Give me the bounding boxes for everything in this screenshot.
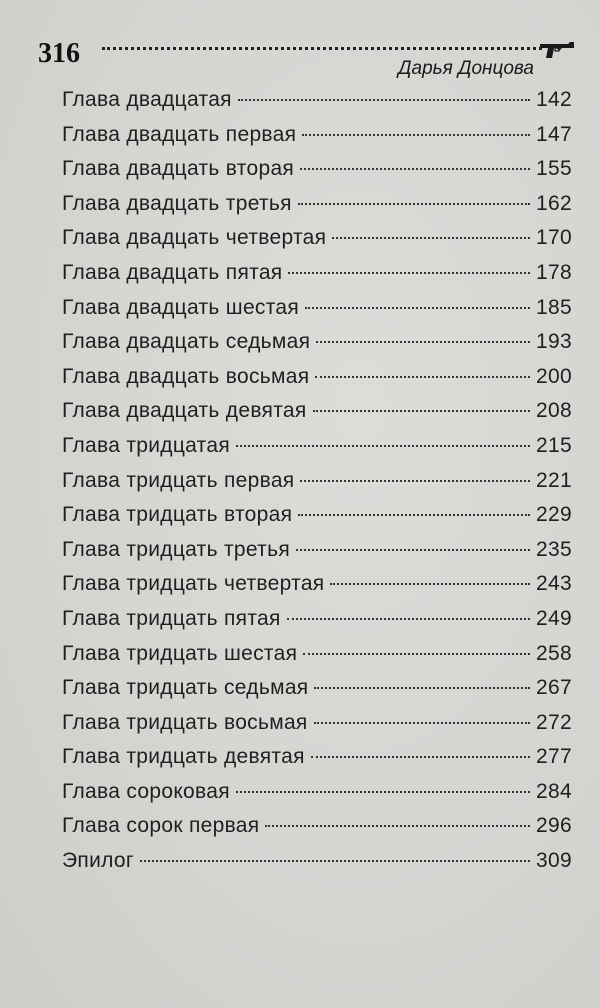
toc-entry [62, 88, 572, 123]
toc-entry [62, 849, 572, 884]
toc-entry-title: Глава тридцать восьмая [62, 710, 308, 734]
toc-entry-page-number: 229 [536, 503, 572, 527]
toc-entry [62, 434, 572, 469]
toc-entry-page-number: 272 [536, 710, 572, 734]
toc-entry-title: Глава двадцать восьмая [62, 364, 310, 388]
toc-dot-leader [298, 203, 530, 205]
toc-entry-title: Глава тридцать пятая [62, 606, 281, 630]
toc-entry-title: Глава двадцать шестая [62, 295, 300, 319]
toc-entry-page-number: 215 [536, 433, 572, 457]
toc-entry-page-number: 200 [536, 364, 572, 388]
toc-entry-title: Глава двадцатая [62, 88, 232, 111]
toc-entry-title: Глава двадцать вторая [62, 157, 295, 181]
toc-dot-leader [330, 583, 530, 585]
toc-dot-leader [265, 825, 530, 827]
toc-dot-leader [305, 307, 530, 309]
toc-entry-page-number: 185 [536, 295, 572, 319]
toc-dot-leader [238, 99, 530, 101]
toc-entry-title: Глава двадцать третья [62, 191, 292, 215]
toc-entry-page-number: 147 [536, 122, 572, 146]
toc-entry-title: Глава двадцать седьмая [62, 330, 311, 354]
toc-entry-title: Глава тридцать девятая [62, 745, 305, 769]
toc-entry [62, 711, 572, 746]
toc-dot-leader [288, 272, 530, 274]
header-dotted-rule [102, 47, 542, 54]
toc-entry-title: Глава двадцать девятая [62, 399, 307, 423]
toc-entry-page-number: 178 [536, 260, 572, 284]
toc-entry [62, 745, 572, 780]
toc-entry [62, 123, 572, 158]
toc-dot-leader [314, 722, 530, 724]
toc-entry [62, 503, 572, 538]
toc-entry [62, 261, 572, 296]
toc-dot-leader [140, 860, 530, 862]
toc-dot-leader [296, 549, 530, 551]
toc-entry-page-number: 208 [536, 399, 572, 423]
toc-entry [62, 814, 572, 849]
toc-entry-page-number: 258 [536, 641, 572, 665]
toc-dot-leader [236, 445, 530, 447]
toc-entry-title: Глава тридцать третья [62, 537, 290, 561]
toc-entry-page-number: 267 [536, 676, 572, 700]
toc-entry [62, 192, 572, 227]
toc-dot-leader [302, 134, 530, 136]
toc-dot-leader [236, 791, 530, 793]
toc-entry-title: Глава двадцать пятая [62, 260, 283, 284]
toc-dot-leader [314, 687, 530, 689]
toc-dot-leader [313, 410, 530, 412]
toc-entry-page-number: 155 [536, 157, 572, 181]
toc-entry-page-number: 249 [536, 606, 572, 630]
toc-entry-title: Глава тридцатая [62, 433, 231, 457]
toc-dot-leader [315, 376, 530, 378]
toc-entry-page-number: 142 [536, 88, 572, 111]
toc-entry [62, 330, 572, 365]
toc-entry-page-number: 193 [536, 330, 572, 354]
toc-entry [62, 399, 572, 434]
toc-entry-title: Глава тридцать шестая [62, 641, 298, 665]
toc-dot-leader [303, 653, 530, 655]
toc-entry [62, 226, 572, 261]
page-number: 316 [38, 38, 80, 69]
toc-entry-page-number: 170 [536, 226, 572, 250]
toc-dot-leader [316, 341, 530, 343]
page-header [38, 38, 578, 78]
toc-entry-page-number: 277 [536, 745, 572, 769]
toc-entry [62, 157, 572, 192]
toc-entry [62, 469, 572, 504]
toc-entry-title: Глава двадцать первая [62, 122, 297, 146]
toc-entry-title: Глава тридцать вторая [62, 503, 293, 527]
toc-dot-leader [332, 237, 530, 239]
toc-entry-page-number: 235 [536, 537, 572, 561]
toc-entry [62, 572, 572, 607]
toc-entry-title: Глава двадцать четвертая [62, 226, 327, 250]
toc-dot-leader [300, 168, 530, 170]
table-of-contents [62, 88, 572, 884]
toc-entry-page-number: 309 [536, 849, 572, 873]
toc-entry-page-number: 284 [536, 779, 572, 803]
toc-entry-page-number: 162 [536, 191, 572, 215]
toc-entry [62, 365, 572, 400]
toc-entry-page-number: 221 [536, 468, 572, 492]
toc-entry [62, 538, 572, 573]
author-name: Дарья Донцова [398, 58, 534, 79]
toc-entry-page-number: 243 [536, 572, 572, 596]
toc-entry [62, 676, 572, 711]
toc-entry [62, 642, 572, 677]
toc-entry [62, 607, 572, 642]
toc-entry-title: Глава тридцать первая [62, 468, 295, 492]
toc-entry-title: Эпилог [62, 849, 134, 873]
toc-entry-title: Глава тридцать седьмая [62, 676, 309, 700]
toc-entry-title: Глава сорок первая [62, 814, 260, 838]
toc-entry [62, 296, 572, 331]
toc-dot-leader [311, 756, 530, 758]
toc-entry-page-number: 296 [536, 814, 572, 838]
toc-entry-title: Глава тридцать четвертая [62, 572, 325, 596]
toc-dot-leader [287, 618, 530, 620]
toc-entry [62, 780, 572, 815]
toc-entry-title: Глава сороковая [62, 779, 230, 803]
pistol-icon [538, 38, 578, 62]
toc-dot-leader [298, 514, 530, 516]
toc-dot-leader [300, 480, 530, 482]
